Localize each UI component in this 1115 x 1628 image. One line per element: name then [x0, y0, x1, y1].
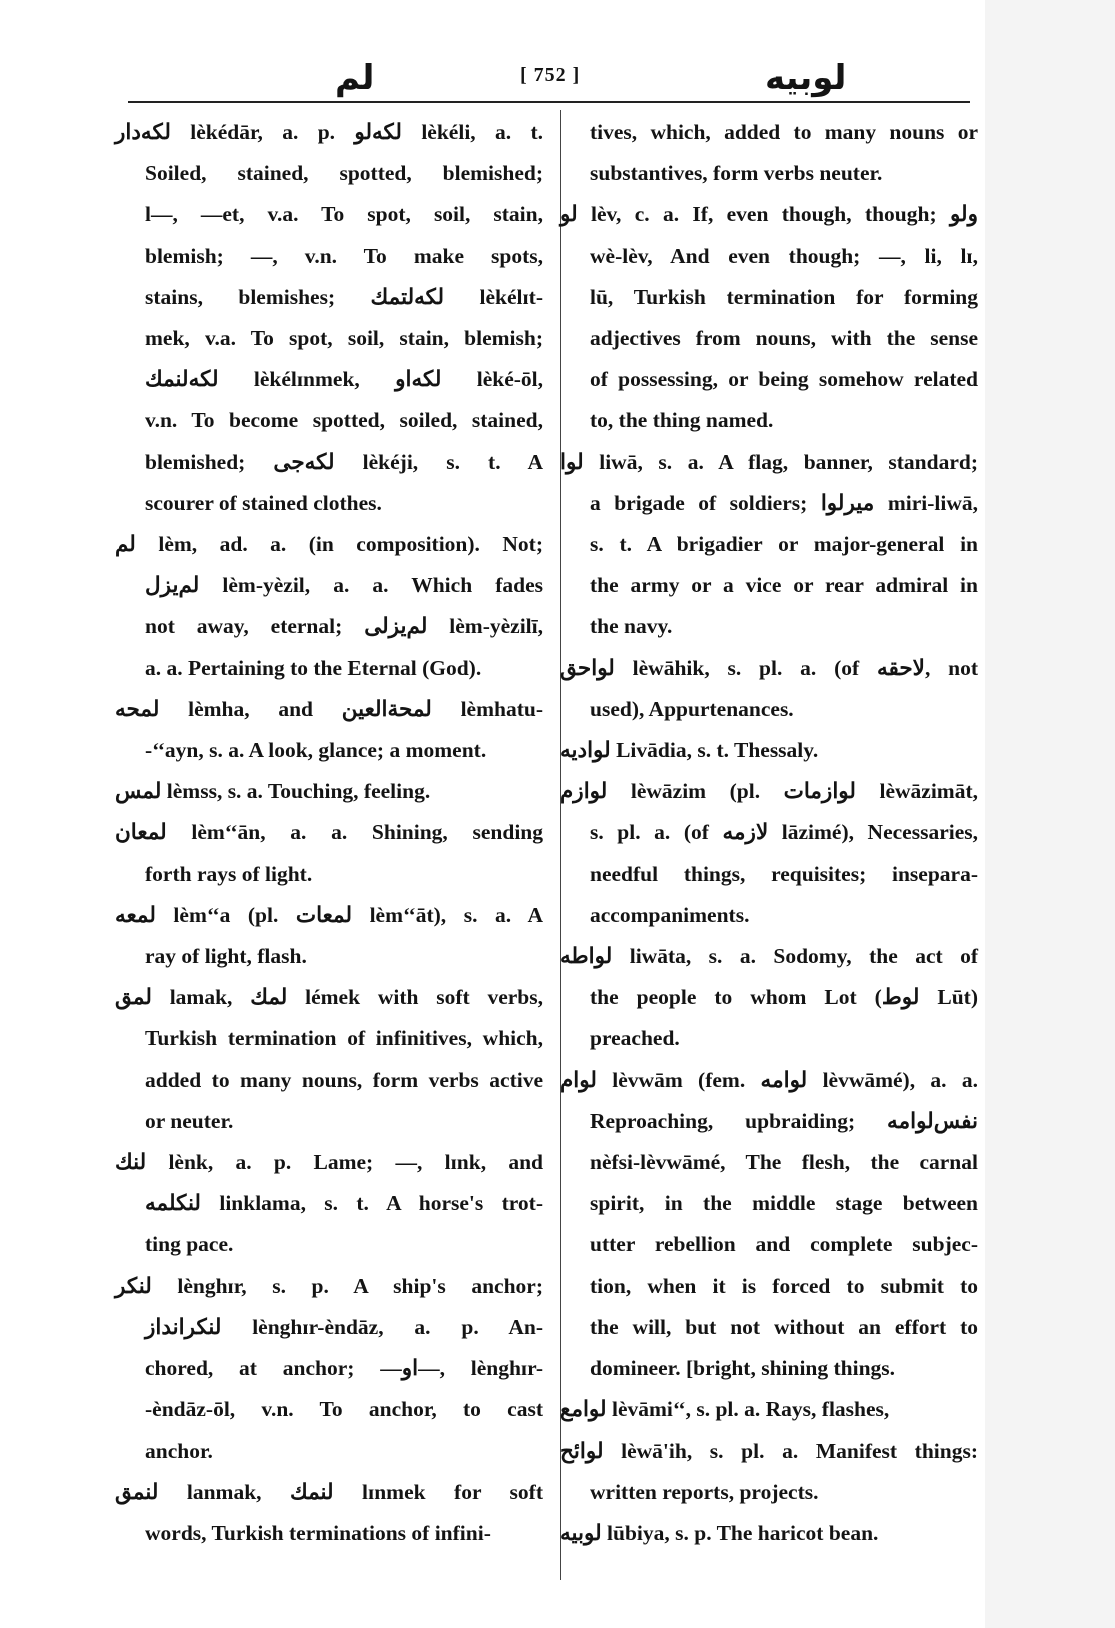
entry-line: لمق lamak, لمك lémek with soft verbs, — [115, 985, 543, 1010]
entry-line: wè-lèv, And even though; —, li, lɪ, — [590, 243, 978, 268]
dictionary-entry — [115, 112, 544, 524]
entry-line: adjectives from nouns, with the sense — [590, 326, 978, 351]
entry-line: tives, which, added to many nouns or — [590, 120, 978, 144]
dictionary-entry — [560, 648, 978, 730]
right-column — [560, 112, 978, 1554]
dictionary-entry — [115, 1142, 543, 1266]
entry-line: v.n. To become spotted, soiled, stained, — [145, 408, 543, 433]
dictionary-entry — [115, 977, 543, 1142]
entry-line: لمعه lèm‘‘a (pl. لمعات lèm‘‘āt), s. a. A — [115, 902, 543, 927]
entry-line: لواحق lèwāhik, s. pl. a. (of لاحقه, not — [560, 655, 978, 680]
entry-line: a. a. Pertaining to the Eternal (God). — [145, 655, 482, 680]
entry-line: the navy. — [590, 614, 673, 639]
entry-line: لكه‌دار lèkédār, a. p. لكه‌لو lèkéli, a. t. — [115, 120, 543, 144]
entry-line: Soiled, stained, spotted, blemished; — [145, 161, 543, 186]
entry-line: s. pl. a. (of لازمه lāzimé), Necessaries, — [590, 820, 978, 845]
entry-line: of possessing, or being somehow related — [590, 367, 978, 392]
entry-line: Reproaching, upbraiding; نفس‌لوامه — [590, 1108, 978, 1133]
entry-line: -èndāz-ōl, v.n. To anchor, to cast — [145, 1397, 543, 1422]
entry-line: لنكرانداز lènghɪr-èndāz, a. p. An- — [145, 1314, 543, 1339]
entry-line: not away, eternal; لم‌يزلى lèm-yèzilī, — [145, 614, 543, 639]
entry-line: written reports, projects. — [590, 1479, 819, 1504]
dictionary-entry — [560, 442, 978, 648]
entry-line: لمعان lèm‘‘ān, a. a. Shining, sending — [115, 820, 543, 845]
entry-line: the will, but not without an effort to — [590, 1314, 978, 1339]
entry-line: لوازم lèwāzim (pl. لوازمات lèwāzimāt, — [560, 779, 978, 804]
column-divider — [560, 110, 561, 1580]
entry-line: -‘‘ayn, s. a. A look, glance; a moment. — [145, 738, 487, 763]
dictionary-entry — [115, 895, 543, 977]
entry-line: لنك lènk, a. p. Lame; —, lɪnk, and — [115, 1150, 543, 1175]
entry-line: the people to whom Lot (لوط Lūt) — [590, 985, 978, 1010]
dictionary-entry — [560, 1431, 978, 1513]
entry-line: لوبيه lūbiya, s. p. The haricot bean. — [560, 1520, 879, 1545]
entry-line: tion, when it is forced to submit to — [590, 1273, 978, 1298]
entry-line: to, the thing named. — [590, 408, 774, 433]
header-rule — [128, 101, 970, 103]
dictionary-entry — [115, 689, 543, 771]
entry-line: domineer. [bright, shining things. — [590, 1356, 896, 1381]
entry-line: لنكلمه linklama, s. t. A horse's trot- — [145, 1191, 543, 1216]
dictionary-entry — [115, 812, 543, 894]
entry-line: blemish; —, v.n. To make spots, — [145, 243, 543, 268]
entry-line: scourer of stained clothes. — [145, 490, 382, 515]
entry-line: or neuter. — [145, 1108, 234, 1133]
entry-line: لم lèm, ad. a. (in composition). Not; — [115, 532, 543, 557]
entry-line: stains, blemishes; لكه‌لتمك lèkélɪt- — [145, 284, 544, 309]
entry-line: لنمق lanmak, لنمك lɪnmek for soft — [115, 1479, 543, 1504]
entry-line: l—, —et, v.a. To spot, soil, stain, — [145, 202, 543, 227]
entry-line: لوام lèvwām (fem. لوامه lèvwāmé), a. a. — [560, 1067, 978, 1092]
entry-line: preached. — [590, 1026, 680, 1051]
dictionary-entry — [560, 1389, 978, 1430]
entry-line: needful things, requisites; insepara- — [590, 861, 978, 886]
entry-line: nèfsi-lèvwāmé, The flesh, the carnal — [590, 1150, 978, 1175]
entry-line: لكه‌لنمك lèkélɪnmek, لكه‌او lèké-ōl, — [145, 367, 543, 392]
dictionary-entry — [560, 1513, 978, 1554]
entry-line: لواطه liwāta, s. a. Sodomy, the act of — [560, 944, 978, 969]
entry-line: لوائح lèwā'ih, s. pl. a. Manifest things: — [560, 1438, 978, 1463]
dictionary-entry — [560, 194, 978, 441]
dictionary-entry — [560, 730, 978, 771]
entry-line: blemished; لكه‌جى lèkéji, s. t. A — [145, 449, 543, 474]
entry-line: لواديه Livādia, s. t. Thessaly. — [560, 738, 819, 763]
entry-line: a brigade of soldiers; ميرلوا miri-liwā, — [590, 490, 978, 515]
entry-line: لو lèv, c. a. If, even though, though; ولو — [560, 202, 978, 227]
dictionary-entry — [560, 771, 978, 936]
entry-line: ting pace. — [145, 1232, 234, 1257]
entry-line: accompaniments. — [590, 902, 750, 927]
entry-line: spirit, in the middle stage between — [590, 1191, 978, 1216]
page-number: [ 752 ] — [520, 64, 581, 86]
entry-line: the army or a vice or rear admiral in — [590, 573, 978, 598]
entry-line: added to many nouns, form verbs active — [145, 1067, 543, 1092]
entry-line: لمحه lèmha, and لمحة‌العين lèmhatu- — [115, 696, 543, 721]
dictionary-entry — [115, 524, 543, 689]
entry-line: s. t. A brigadier or major-general in — [590, 532, 978, 557]
entry-line: anchor. — [145, 1438, 213, 1463]
entry-line: Turkish termination of infinitives, which, — [145, 1026, 543, 1051]
dictionary-entry — [115, 1472, 543, 1554]
page-edge-shadow — [985, 0, 1115, 1628]
dictionary-entry — [560, 1060, 978, 1390]
entry-line: لنكر lènghɪr, s. p. A ship's anchor; — [115, 1273, 543, 1298]
left-column — [115, 112, 544, 1554]
entry-line: ray of light, flash. — [145, 944, 307, 969]
dictionary-entry — [560, 936, 978, 1060]
entry-line: لوا liwā, s. a. A flag, banner, standard; — [560, 449, 978, 474]
entry-line: forth rays of light. — [145, 861, 313, 886]
entry-line: utter rebellion and complete subjec- — [590, 1232, 978, 1257]
dictionary-entry — [590, 112, 978, 194]
entry-line: لمس lèmss, s. a. Touching, feeling. — [115, 779, 431, 804]
entry-line: mek, v.a. To spot, soil, stain, blemish; — [145, 326, 543, 351]
dictionary-entry — [115, 771, 543, 812]
entry-line: words, Turkish terminations of infini- — [145, 1520, 491, 1545]
entry-line: لم‌يزل lèm-yèzil, a. a. Which fades — [145, 573, 543, 598]
header-headword-left: لم — [335, 58, 375, 98]
dictionary-entry — [115, 1266, 543, 1472]
entry-line: used), Appurtenances. — [590, 696, 794, 721]
entry-line: substantives, form verbs neuter. — [590, 161, 883, 186]
entry-line: lū, Turkish termination for forming — [590, 284, 978, 309]
header-headword-right: لوبيه — [765, 58, 847, 98]
entry-line: لوامع lèvāmi‘‘, s. pl. a. Rays, flashes, — [560, 1397, 890, 1422]
entry-line: chored, at anchor; —او—, lènghɪr- — [145, 1356, 543, 1381]
